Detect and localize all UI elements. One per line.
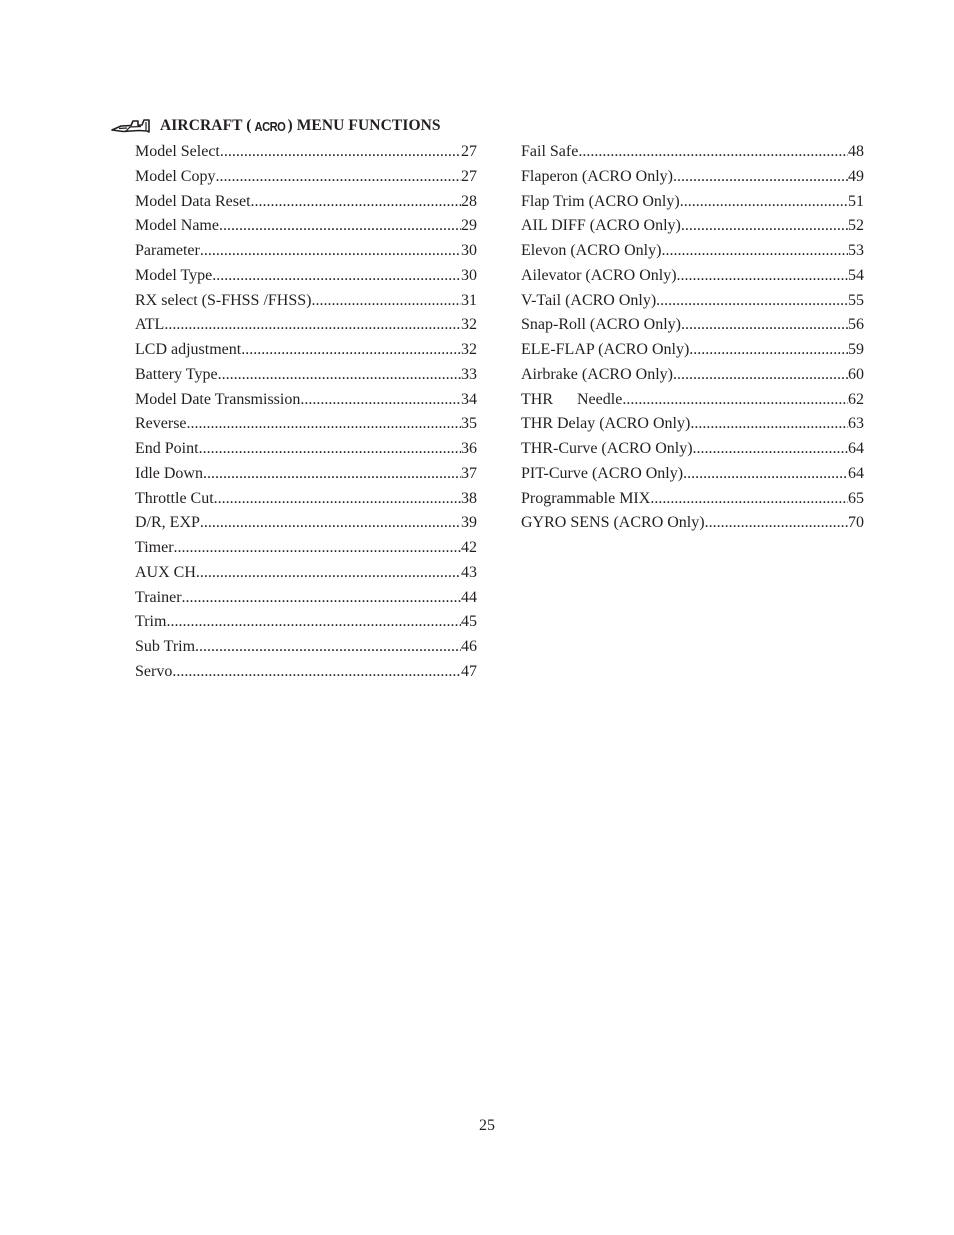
- toc-entry-title: Elevon (ACRO Only): [521, 242, 662, 259]
- toc-entry-page: 32: [461, 341, 477, 358]
- toc-left-column: [135, 140, 477, 685]
- toc-entry-page: 48: [848, 143, 864, 160]
- toc-entry: [135, 412, 477, 437]
- toc-entry-page: 63: [848, 415, 864, 433]
- toc-entry: [521, 165, 864, 190]
- toc-entry-page: 35: [461, 415, 477, 433]
- toc-entry: [135, 338, 477, 363]
- dot-leader: [650, 487, 848, 512]
- toc-entry-title: THR Needle: [521, 390, 623, 408]
- toc-entry-title: Snap-Roll (ACRO Only): [521, 316, 681, 334]
- toc-entry-title: Trainer: [135, 588, 182, 606]
- dot-leader: [251, 190, 461, 215]
- toc-entry-title: Battery Type: [135, 365, 218, 383]
- dot-leader: [683, 462, 848, 487]
- toc-entry-title: Model Select: [135, 143, 220, 160]
- toc-entry: [521, 487, 864, 512]
- toc-entry: [521, 313, 864, 338]
- toc-entry: [135, 313, 477, 338]
- toc-entry-title: AUX CH: [135, 563, 196, 581]
- toc-entry: [135, 289, 477, 314]
- toc-entry-page: 47: [461, 662, 477, 680]
- toc-entry-page: 34: [461, 390, 477, 408]
- toc-entry-page: 33: [461, 365, 477, 383]
- dot-leader: [215, 165, 461, 190]
- dot-leader: [219, 214, 461, 239]
- page-number: 25: [479, 1117, 495, 1134]
- toc-entry: [521, 289, 864, 314]
- dot-leader: [218, 363, 461, 388]
- dot-leader: [656, 289, 848, 314]
- toc-entry-title: Throttle Cut: [135, 489, 214, 507]
- dot-leader: [172, 660, 461, 685]
- toc-entry-page: 27: [461, 167, 477, 185]
- toc-entry-page: 36: [461, 440, 477, 457]
- toc-entry-page: 30: [461, 242, 477, 259]
- dot-leader: [311, 289, 461, 314]
- dot-leader: [241, 338, 461, 363]
- toc-entry: [135, 165, 477, 190]
- toc-entry: [135, 561, 477, 586]
- toc-entry-title: THR-Curve (ACRO Only): [521, 440, 693, 457]
- dot-leader: [677, 264, 848, 289]
- toc-entry: [135, 511, 477, 536]
- toc-entry: [521, 239, 864, 264]
- toc-entry: [521, 190, 864, 215]
- toc-entry: [521, 511, 864, 536]
- toc-entry-title: Idle Down: [135, 464, 203, 482]
- toc-entry: [135, 462, 477, 487]
- toc-entry-title: Model Date Transmission: [135, 390, 301, 408]
- toc-entry-title: D/R, EXP: [135, 514, 200, 532]
- dot-leader: [705, 511, 848, 536]
- toc-entry-page: 37: [461, 464, 477, 482]
- toc-entry-title: Flaperon (ACRO Only): [521, 167, 673, 185]
- toc-entry-page: 54: [848, 266, 864, 284]
- toc-entry: [135, 437, 477, 462]
- toc-entry-title: Airbrake (ACRO Only): [521, 365, 673, 383]
- toc-entry-page: 60: [848, 365, 864, 383]
- dot-leader: [212, 264, 461, 289]
- toc-entry-page: 45: [461, 613, 477, 631]
- toc-entry: [521, 363, 864, 388]
- heading-suffix: ) MENU FUNCTIONS: [287, 117, 441, 134]
- toc-entry-title: Flap Trim (ACRO Only): [521, 192, 680, 210]
- dot-leader: [203, 462, 461, 487]
- toc-entry: [521, 412, 864, 437]
- toc-entry-page: 65: [848, 489, 864, 507]
- toc-entry-title: PIT-Curve (ACRO Only): [521, 464, 684, 482]
- toc-entry-page: 62: [848, 390, 864, 408]
- toc-right-column: [521, 140, 864, 536]
- toc-entry-page: 38: [461, 489, 477, 507]
- dot-leader: [661, 239, 848, 264]
- toc-entry-page: 43: [461, 563, 477, 581]
- dot-leader: [187, 412, 461, 437]
- toc-entry: [521, 437, 864, 462]
- dot-leader: [673, 165, 848, 190]
- toc-entry: [521, 338, 864, 363]
- toc-entry-page: 42: [461, 539, 477, 556]
- toc-entry-title: Sub Trim: [135, 638, 196, 655]
- dot-leader: [199, 437, 461, 462]
- toc-entry-title: THR Delay (ACRO Only): [521, 415, 691, 433]
- toc-entry: [135, 214, 477, 239]
- toc-entry: [135, 635, 477, 660]
- dot-leader: [622, 388, 848, 413]
- toc-entry-title: LCD adjustment: [135, 341, 242, 358]
- toc-entry-page: 28: [461, 192, 477, 210]
- toc-entry-page: 39: [461, 514, 477, 532]
- toc-entry: [521, 214, 864, 239]
- toc-entry-title: Model Type: [135, 266, 213, 284]
- dot-leader: [689, 338, 848, 363]
- toc-entry-page: 31: [461, 291, 477, 309]
- toc-entry-title: Model Copy: [135, 167, 216, 185]
- toc-entry: [135, 610, 477, 635]
- dot-leader: [214, 487, 461, 512]
- toc-entry: [135, 487, 477, 512]
- toc-entry-title: AIL DIFF (ACRO Only): [521, 217, 681, 235]
- toc-entry-title: Parameter: [135, 242, 200, 259]
- toc-entry-title: End Point: [135, 440, 199, 457]
- toc-entry-page: 29: [461, 217, 477, 235]
- dot-leader: [300, 388, 461, 413]
- toc-entry-page: 55: [848, 291, 864, 309]
- toc-entry-page: 56: [848, 316, 864, 334]
- toc-entry-page: 44: [461, 588, 477, 606]
- toc-entry: [521, 140, 864, 165]
- dot-leader: [174, 536, 461, 561]
- toc-entry-page: 30: [461, 266, 477, 284]
- dot-leader: [166, 610, 461, 635]
- toc-entry-title: V-Tail (ACRO Only): [521, 291, 657, 309]
- toc-entry: [135, 388, 477, 413]
- dot-leader: [578, 140, 848, 165]
- toc-entry: [135, 140, 477, 165]
- toc-entry: [521, 462, 864, 487]
- dot-leader: [690, 412, 848, 437]
- dot-leader: [164, 313, 461, 338]
- toc-entry: [521, 264, 864, 289]
- toc-entry-page: 64: [848, 464, 864, 482]
- toc-entry-page: 64: [848, 440, 864, 457]
- toc-entry-title: ELE-FLAP (ACRO Only): [521, 341, 690, 358]
- toc-entry-page: 46: [461, 638, 477, 655]
- toc-entry: [135, 586, 477, 611]
- toc-entry: [135, 264, 477, 289]
- dot-leader: [200, 239, 461, 264]
- toc-entry-title: Model Name: [135, 217, 219, 235]
- toc-entry-title: Timer: [135, 539, 174, 556]
- toc-entry-page: 49: [848, 167, 864, 185]
- heading-prefix: AIRCRAFT (: [160, 117, 252, 134]
- dot-leader: [195, 635, 461, 660]
- toc-entry: [135, 190, 477, 215]
- toc-entry-title: Fail Safe: [521, 143, 579, 160]
- toc-entry-page: 27: [461, 143, 477, 160]
- toc-entry-title: Trim: [135, 613, 167, 631]
- toc-entry-page: 70: [848, 514, 864, 532]
- airplane-icon: [111, 117, 151, 135]
- toc-entry-title: Programmable MIX: [521, 489, 651, 507]
- toc-entry-title: Servo: [135, 662, 173, 680]
- toc-entry: [135, 536, 477, 561]
- toc-entry-page: 53: [848, 242, 864, 259]
- toc-entry-page: 59: [848, 341, 864, 358]
- toc-entry-title: Ailevator (ACRO Only): [521, 266, 677, 284]
- toc-entry: [135, 239, 477, 264]
- toc-entry-title: Model Data Reset: [135, 192, 251, 210]
- toc-entry-title: ATL: [135, 316, 165, 334]
- section-heading: [111, 115, 441, 137]
- dot-leader: [693, 437, 848, 462]
- toc-entry-page: 51: [848, 192, 864, 210]
- toc-entry-page: 52: [848, 217, 864, 235]
- dot-leader: [681, 313, 848, 338]
- toc-entry: [135, 363, 477, 388]
- toc-entry: [135, 660, 477, 685]
- acro-tag: ACRO: [254, 118, 285, 134]
- dot-leader: [182, 586, 461, 611]
- toc-entry-title: GYRO SENS (ACRO Only): [521, 514, 705, 532]
- toc-entry: [521, 388, 864, 413]
- toc-entry-title: RX select (S-FHSS /FHSS): [135, 291, 312, 309]
- dot-leader: [680, 190, 848, 215]
- toc-entry-title: Reverse: [135, 415, 187, 433]
- dot-leader: [673, 363, 848, 388]
- dot-leader: [200, 511, 461, 536]
- dot-leader: [220, 140, 461, 165]
- toc-entry-page: 32: [461, 316, 477, 334]
- dot-leader: [196, 561, 461, 586]
- dot-leader: [681, 214, 848, 239]
